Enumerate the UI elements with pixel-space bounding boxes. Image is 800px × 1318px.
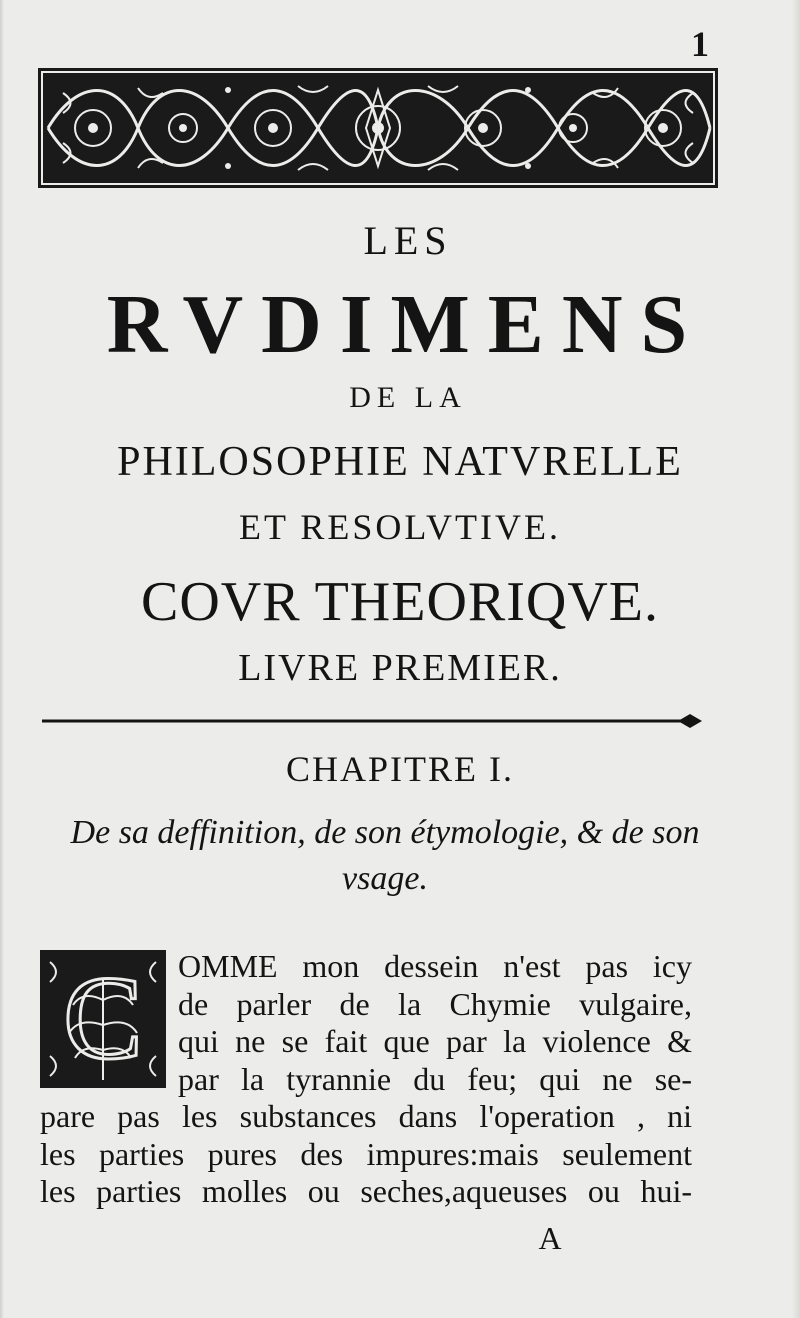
title-les: LES xyxy=(363,218,453,263)
title-philosophie: PHILOSOPHIE NATVRELLE xyxy=(117,439,683,485)
title-cour-theorique: COVR THEORIQVE. xyxy=(141,571,659,633)
catchword: A xyxy=(538,1220,562,1256)
horizontal-rule-icon xyxy=(42,710,702,732)
dropcap-letter: C xyxy=(62,951,144,1084)
title-de-la: DE LA xyxy=(349,381,467,414)
body-line: OMME mon dessein n'est pas icy xyxy=(178,948,692,984)
body-line: par la tyrannie du feu; qui ne se- xyxy=(178,1060,692,1097)
title-livre-premier: LIVRE PREMIER. xyxy=(238,647,562,689)
title-resolutive: ET RESOLVTIVE. xyxy=(238,507,561,547)
title-rudimens: RVDIMENS xyxy=(106,278,706,371)
body-line: les parties pures des impures:mais seulement xyxy=(40,1135,692,1172)
page-number: 1 xyxy=(691,24,709,64)
body-line: les parties molles ou seches,aqueuses ou hui- xyxy=(40,1173,692,1209)
body-line: qui ne se fait que par la violence & xyxy=(178,1023,692,1059)
chapter-subtitle: De sa deffinition, de son étymologie, & de son vsage. xyxy=(70,814,700,897)
ornamental-headpiece-icon xyxy=(38,68,718,188)
body-line: pare pas les substances dans l'operation , ni xyxy=(40,1098,692,1134)
body-paragraph xyxy=(40,948,692,1211)
chapter-heading: CHAPITRE I. xyxy=(286,749,514,789)
body-line: de parler de la Chymie vulgaire, xyxy=(178,985,692,1022)
